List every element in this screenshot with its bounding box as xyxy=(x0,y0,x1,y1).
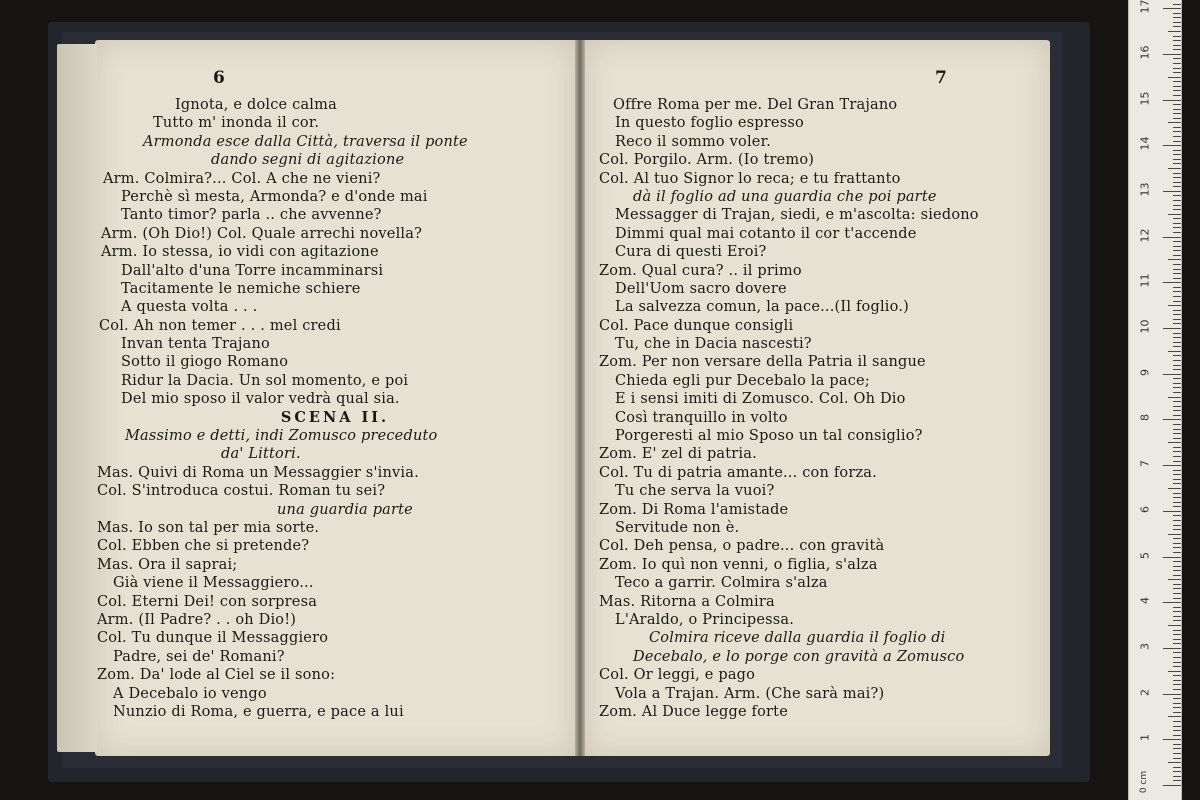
text-line: Col. Al tuo Signor lo reca; e tu frattanto xyxy=(599,170,901,187)
text-line: Zom. E' zel di patria. xyxy=(599,446,757,463)
ruler-tick xyxy=(1173,451,1181,452)
ruler-tick xyxy=(1173,493,1181,494)
ruler-tick xyxy=(1168,671,1181,672)
ruler-tick xyxy=(1173,383,1181,384)
ruler-tick xyxy=(1168,259,1181,260)
ruler-tick xyxy=(1173,767,1181,768)
ruler-tick xyxy=(1173,72,1181,73)
text-line: da' Littori. xyxy=(221,446,301,463)
text-line: Perchè sì mesta, Armonda? e d'onde mai xyxy=(121,188,428,205)
ruler-tick xyxy=(1173,49,1181,50)
text-line: Colmira riceve dalla guardia il foglio di xyxy=(649,630,946,647)
text-line: Messagger di Trajan, siedi, e m'ascolta: siedono xyxy=(615,207,979,224)
ruler-tick xyxy=(1173,630,1181,631)
ruler-tick xyxy=(1173,150,1181,151)
ruler-tick xyxy=(1173,68,1181,69)
ruler-tick xyxy=(1173,433,1181,434)
text-line: Armonda esce dalla Città, traversa il ponte xyxy=(143,133,468,150)
ruler-tick xyxy=(1173,666,1181,667)
text-line: La salvezza comun, la pace...(Il foglio.) xyxy=(615,299,909,316)
ruler-tick xyxy=(1163,100,1181,101)
ruler-tick xyxy=(1163,237,1181,238)
text-line: Col. Ebben che si pretende? xyxy=(97,538,310,555)
ruler-tick xyxy=(1173,104,1181,105)
left-page-text xyxy=(95,96,575,721)
ruler-tick xyxy=(1173,287,1181,288)
ruler-tick xyxy=(1163,145,1181,146)
text-line: Col. Eterni Dei! con sorpresa xyxy=(97,593,318,610)
ruler-tick xyxy=(1173,410,1181,411)
ruler-tick xyxy=(1173,735,1181,736)
ruler-tick xyxy=(1173,323,1181,324)
ruler-tick xyxy=(1173,607,1181,608)
ruler-tick xyxy=(1173,456,1181,457)
ruler-tick xyxy=(1173,227,1181,228)
text-line: Tutto m' inonda il cor. xyxy=(153,115,320,132)
text-line: Col. Tu di patria amante... con forza. xyxy=(599,464,877,481)
ruler-tick xyxy=(1173,223,1181,224)
ruler-tick xyxy=(1173,753,1181,754)
ruler-tick xyxy=(1163,465,1181,466)
text-line: Tu, che in Dacia nascesti? xyxy=(615,336,812,353)
text-line: Ridur la Dacia. Un sol momento, e poi xyxy=(121,372,409,389)
text-line: Dell'Uom sacro dovere xyxy=(615,280,787,297)
ruler-tick xyxy=(1173,186,1181,187)
ruler-label: 5 xyxy=(1138,551,1152,559)
ruler-label: 2 xyxy=(1138,688,1152,696)
ruler-tick xyxy=(1173,643,1181,644)
ruler-tick xyxy=(1163,511,1181,512)
ruler-tick xyxy=(1173,525,1181,526)
ruler-tick xyxy=(1173,337,1181,338)
ruler-label: 15 xyxy=(1138,91,1152,105)
ruler-tick xyxy=(1173,63,1181,64)
text-line: Mas. Ora il saprai; xyxy=(97,556,238,573)
ruler-label: 11 xyxy=(1138,273,1152,288)
text-line: Chieda egli pur Decebalo la pace; xyxy=(615,372,870,389)
ruler-tick xyxy=(1163,602,1181,603)
text-line: Reco il sommo voler. xyxy=(615,133,771,150)
ruler-tick xyxy=(1173,497,1181,498)
text-line: Col. Deh pensa, o padre... con gravità xyxy=(599,538,885,555)
ruler-tick xyxy=(1173,780,1181,781)
ruler-tick xyxy=(1173,588,1181,589)
ruler-label: 12 xyxy=(1138,228,1152,243)
ruler-tick xyxy=(1173,195,1181,196)
ruler-tick xyxy=(1173,616,1181,617)
ruler-tick xyxy=(1173,355,1181,356)
ruler-tick xyxy=(1173,406,1181,407)
ruler-tick xyxy=(1173,662,1181,663)
ruler-tick xyxy=(1173,639,1181,640)
ruler-tick xyxy=(1173,159,1181,160)
ruler-tick xyxy=(1173,90,1181,91)
ruler-tick xyxy=(1173,136,1181,137)
text-line: Offre Roma per me. Del Gran Trajano xyxy=(613,97,898,113)
ruler-tick xyxy=(1173,401,1181,402)
text-line: Dimmi qual mai cotanto il cor t'accende xyxy=(615,225,917,242)
ruler-tick xyxy=(1163,694,1181,695)
ruler-tick xyxy=(1163,557,1181,558)
ruler-tick xyxy=(1173,45,1181,46)
text-line: E i sensi imiti di Zomusco. Col. Oh Dio xyxy=(615,391,906,408)
ruler-tick xyxy=(1168,351,1181,352)
ruler-label: 8 xyxy=(1138,414,1152,422)
right-page-text xyxy=(585,96,1050,721)
text-line: Sotto il giogo Romano xyxy=(121,354,289,371)
text-line: Col. Porgilo. Arm. (Io tremo) xyxy=(599,152,815,169)
ruler-tick xyxy=(1173,163,1181,164)
text-line: Mas. Io son tal per mia sorte. xyxy=(97,519,320,536)
ruler-tick xyxy=(1173,543,1181,544)
ruler-tick xyxy=(1173,730,1181,731)
ruler-tick xyxy=(1168,579,1181,580)
text-line: Col. Ah non temer . . . mel credi xyxy=(99,317,341,334)
ruler-label: 6 xyxy=(1138,505,1152,513)
ruler-tick xyxy=(1173,566,1181,567)
ruler-tick xyxy=(1163,374,1181,375)
ruler-tick xyxy=(1173,776,1181,777)
text-line: Arm. (Il Padre? . . oh Dio!) xyxy=(97,611,297,628)
text-line: Mas. Quivi di Roma un Messaggier s'invia. xyxy=(97,464,419,481)
ruler-tick xyxy=(1173,182,1181,183)
ruler-tick xyxy=(1173,538,1181,539)
ruler-tick xyxy=(1173,250,1181,251)
text-line: Tacitamente le nemiche schiere xyxy=(121,280,361,297)
ruler-tick xyxy=(1173,758,1181,759)
ruler-tick xyxy=(1173,415,1181,416)
ruler-tick xyxy=(1163,191,1181,192)
ruler-tick xyxy=(1173,360,1181,361)
ruler-tick xyxy=(1168,214,1181,215)
text-line: Dall'alto d'una Torre incamminarsi xyxy=(121,262,384,279)
text-line: Nunzio di Roma, e guerra, e pace a lui xyxy=(113,703,404,720)
ruler-tick xyxy=(1173,4,1181,5)
ruler-tick xyxy=(1173,598,1181,599)
text-line: Così tranquillo in volto xyxy=(615,409,788,426)
ruler-tick xyxy=(1173,296,1181,297)
ruler-tick xyxy=(1173,652,1181,653)
ruler-tick xyxy=(1173,461,1181,462)
ruler-tick xyxy=(1173,81,1181,82)
ruler-tick xyxy=(1173,712,1181,713)
ruler-tick xyxy=(1168,534,1181,535)
ruler-tick xyxy=(1173,205,1181,206)
ruler-tick xyxy=(1173,552,1181,553)
ruler-label: 0 cm xyxy=(1139,770,1149,794)
ruler-label: 4 xyxy=(1138,597,1152,605)
ruler-tick xyxy=(1173,703,1181,704)
ruler-tick xyxy=(1173,744,1181,745)
text-line: Servitude non è. xyxy=(615,519,740,536)
ruler-tick xyxy=(1173,547,1181,548)
text-line: Arm. (Oh Dio!) Col. Quale arrechi novella? xyxy=(101,225,423,242)
ruler-tick xyxy=(1173,291,1181,292)
ruler-tick xyxy=(1173,269,1181,270)
text-line: Tu che serva la vuoi? xyxy=(615,483,775,500)
text-line: Padre, sei de' Romani? xyxy=(113,648,285,665)
ruler-tick xyxy=(1173,680,1181,681)
ruler-label: 17 xyxy=(1138,0,1152,14)
ruler-tick xyxy=(1173,118,1181,119)
ruler-tick xyxy=(1173,218,1181,219)
ruler-tick xyxy=(1173,17,1181,18)
ruler-tick xyxy=(1173,113,1181,114)
ruler-tick xyxy=(1173,483,1181,484)
text-line: Massimo e detti, indi Zomusco preceduto xyxy=(125,428,438,445)
left-page xyxy=(95,40,575,756)
text-line: In questo foglio espresso xyxy=(615,115,804,132)
ruler-tick xyxy=(1173,209,1181,210)
ruler-tick xyxy=(1173,319,1181,320)
text-line: dando segni di agitazione xyxy=(211,152,405,169)
text-line: Invan tenta Trajano xyxy=(121,336,270,353)
ruler-tick xyxy=(1168,625,1181,626)
ruler-tick xyxy=(1173,429,1181,430)
ruler-tick xyxy=(1173,310,1181,311)
ruler-tick xyxy=(1173,474,1181,475)
ruler-tick xyxy=(1173,86,1181,87)
text-line: Col. Tu dunque il Messaggiero xyxy=(97,630,329,647)
ruler-tick xyxy=(1173,570,1181,571)
text-line: Tanto timor? parla .. che avvenne? xyxy=(121,207,382,224)
ruler-label: 9 xyxy=(1138,368,1152,376)
text-line: Porgeresti al mio Sposo un tal consiglio? xyxy=(615,428,923,445)
ruler-tick xyxy=(1173,438,1181,439)
ruler-tick xyxy=(1163,419,1181,420)
ruler-tick xyxy=(1168,305,1181,306)
ruler-tick xyxy=(1173,246,1181,247)
ruler-tick xyxy=(1173,154,1181,155)
ruler-tick xyxy=(1173,479,1181,480)
ruler-tick xyxy=(1173,177,1181,178)
text-line: A questa volta . . . xyxy=(121,299,258,316)
ruler-tick xyxy=(1173,529,1181,530)
text-line: Già viene il Messaggiero... xyxy=(113,575,314,592)
text-line: Del mio sposo il valor vedrà qual sia. xyxy=(121,391,400,408)
ruler-tick xyxy=(1173,689,1181,690)
ruler-tick xyxy=(1173,264,1181,265)
ruler-tick xyxy=(1173,22,1181,23)
ruler-tick xyxy=(1163,739,1181,740)
ruler-tick xyxy=(1173,141,1181,142)
ruler-tick xyxy=(1173,726,1181,727)
ruler-tick xyxy=(1173,346,1181,347)
ruler-tick xyxy=(1173,127,1181,128)
ruler-tick xyxy=(1168,77,1181,78)
ruler-tick xyxy=(1163,8,1181,9)
ruler-tick xyxy=(1173,707,1181,708)
ruler-tick xyxy=(1173,470,1181,471)
ruler-tick xyxy=(1163,785,1181,786)
ruler-tick xyxy=(1173,13,1181,14)
text-line: Zom. Per non versare della Patria il sangue xyxy=(599,354,926,371)
ruler-tick xyxy=(1168,442,1181,443)
text-line: Zom. Al Duce legge forte xyxy=(599,703,788,720)
ruler-tick xyxy=(1168,762,1181,763)
ruler-tick xyxy=(1173,173,1181,174)
text-line: Teco a garrir. Colmira s'alza xyxy=(615,575,828,592)
ruler-label: 13 xyxy=(1138,182,1152,197)
ruler-tick xyxy=(1163,282,1181,283)
ruler-tick xyxy=(1173,278,1181,279)
text-line: Ignota, e dolce calma xyxy=(175,97,337,113)
ruler-label: 10 xyxy=(1138,319,1152,334)
ruler-tick xyxy=(1173,387,1181,388)
ruler-tick xyxy=(1168,397,1181,398)
ruler-tick xyxy=(1173,611,1181,612)
ruler-tick xyxy=(1173,255,1181,256)
right-page-number: 7 xyxy=(935,68,947,88)
ruler-tick xyxy=(1173,131,1181,132)
text-line: Arm. Io stessa, io vidi con agitazione xyxy=(101,244,379,261)
ruler-tick xyxy=(1173,721,1181,722)
ruler-tick xyxy=(1173,314,1181,315)
ruler-tick xyxy=(1173,58,1181,59)
ruler-tick xyxy=(1173,369,1181,370)
ruler-label: 7 xyxy=(1138,460,1152,468)
ruler-tick xyxy=(1173,584,1181,585)
ruler-tick xyxy=(1173,506,1181,507)
text-line: L'Araldo, o Principessa. xyxy=(615,611,795,628)
ruler-tick xyxy=(1163,648,1181,649)
text-line: Col. S'introduca costui. Roman tu sei? xyxy=(97,483,386,500)
ruler-tick xyxy=(1173,447,1181,448)
text-line: A Decebalo io vengo xyxy=(113,685,267,702)
ruler-tick xyxy=(1173,26,1181,27)
text-line: Col. Or leggi, e pago xyxy=(599,667,756,684)
text-line: Zom. Io quì non venni, o figlia, s'alza xyxy=(599,556,878,573)
ruler-tick xyxy=(1173,620,1181,621)
ruler-tick xyxy=(1173,502,1181,503)
ruler-tick xyxy=(1163,54,1181,55)
text-line: Col. Pace dunque consigli xyxy=(599,317,794,334)
ruler-tick xyxy=(1173,657,1181,658)
text-line: Zom. Qual cura? .. il primo xyxy=(599,262,802,279)
ruler-label: 16 xyxy=(1138,45,1152,60)
ruler-tick xyxy=(1173,748,1181,749)
ruler-label: 1 xyxy=(1138,734,1152,742)
right-page xyxy=(585,40,1050,756)
text-line: dà il foglio ad una guardia che poi parte xyxy=(633,188,937,205)
ruler-tick xyxy=(1173,698,1181,699)
ruler-tick xyxy=(1173,392,1181,393)
ruler-tick xyxy=(1173,200,1181,201)
ruler-tick xyxy=(1173,520,1181,521)
text-line: Vola a Trajan. Arm. (Che sarà mai?) xyxy=(615,685,885,702)
ruler-tick xyxy=(1173,634,1181,635)
text-line: Zom. Da' lode al Ciel se il sono: xyxy=(97,667,336,684)
ruler-tick xyxy=(1173,575,1181,576)
text-line: Cura di questi Eroi? xyxy=(615,244,767,261)
ruler-tick xyxy=(1173,684,1181,685)
ruler-tick xyxy=(1168,488,1181,489)
ruler-label: 14 xyxy=(1138,136,1152,151)
ruler-tick xyxy=(1173,232,1181,233)
ruler-tick xyxy=(1173,561,1181,562)
text-line: SCENA II. xyxy=(280,408,390,426)
ruler-tick xyxy=(1163,328,1181,329)
ruler-tick xyxy=(1168,122,1181,123)
ruler-tick xyxy=(1173,241,1181,242)
measurement-ruler xyxy=(1128,0,1182,800)
ruler-tick xyxy=(1173,771,1181,772)
ruler-tick xyxy=(1168,168,1181,169)
text-line: Arm. Colmira?... Col. A che ne vieni? xyxy=(103,170,381,187)
ruler-tick xyxy=(1173,273,1181,274)
ruler-tick xyxy=(1173,342,1181,343)
text-line: Zom. Di Roma l'amistade xyxy=(599,501,789,518)
ruler-tick xyxy=(1173,109,1181,110)
text-line: Mas. Ritorna a Colmira xyxy=(599,593,775,610)
ruler-label: 3 xyxy=(1138,642,1152,650)
ruler-tick xyxy=(1173,333,1181,334)
ruler-tick xyxy=(1168,716,1181,717)
ruler-tick xyxy=(1173,40,1181,41)
ruler-tick xyxy=(1173,593,1181,594)
ruler-tick xyxy=(1173,675,1181,676)
ruler-tick xyxy=(1173,95,1181,96)
ruler-tick xyxy=(1173,365,1181,366)
ruler-tick xyxy=(1173,515,1181,516)
ruler-tick xyxy=(1173,424,1181,425)
ruler-tick xyxy=(1173,301,1181,302)
left-page-number: 6 xyxy=(213,68,225,88)
ruler-tick xyxy=(1173,378,1181,379)
text-line: Decebalo, e lo porge con gravità a Zomusco xyxy=(633,648,965,665)
ruler-tick xyxy=(1173,36,1181,37)
text-line: una guardia parte xyxy=(277,501,413,518)
ruler-tick xyxy=(1168,31,1181,32)
book-gutter xyxy=(575,40,585,756)
